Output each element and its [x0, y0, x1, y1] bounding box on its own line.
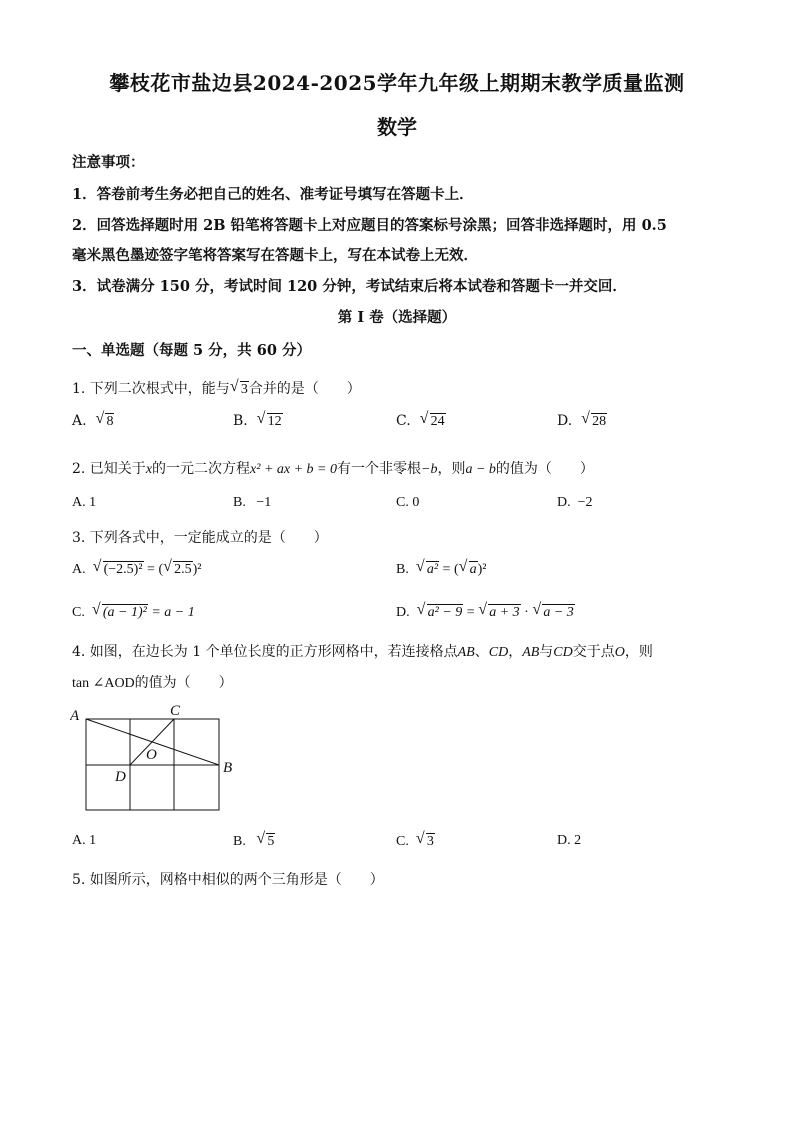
exam-title: 攀枝花市盐边县2024-2025学年九年级上期期末教学质量监测 [109, 71, 685, 95]
q2-option-c[interactable]: C. 0 [396, 495, 420, 510]
q4-option-c[interactable]: C. √ 3 [396, 830, 434, 849]
q2-option-a[interactable]: A. 1 [72, 495, 97, 510]
q1-stem-text-b: 合并的是（ ） [248, 381, 361, 397]
q3-stem: 3. 下列各式中，一定能成立的是（ ） [72, 530, 328, 546]
notice-item-3: 3．试卷满分 150 分，考试时间 120 分钟，考试结束后将本试卷和答题卡一并交回． [72, 278, 627, 295]
q5-stem: 5. 如图所示，网格中相似的两个三角形是（ ） [72, 872, 384, 888]
q3-option-a[interactable]: A. √ (−2.5)² = ( √ 2.5)² [72, 558, 202, 577]
label-c: C [170, 703, 181, 719]
q1-stem-sqrt: √ 3 [229, 378, 248, 397]
q1-stem-text-a: 1. 下列二次根式中，能与 [72, 381, 230, 397]
label-a: A [70, 708, 80, 724]
q2-option-d[interactable]: D. −2 [557, 495, 593, 510]
q4-option-b[interactable]: B. √ 5 [233, 830, 275, 849]
volume-title: 第 I 卷（选择题） [337, 309, 457, 326]
q4-stem-line1: 4. 如图，在边长为 1 个单位长度的正方形网格中，若连接格点AB、CD，AB与CD交于点O，则 [72, 644, 653, 660]
q2-stem: 2. 已知关于x的一元二次方程x² + ax + b = 0有一个非零根−b，则a − b的值为（ ） [72, 461, 594, 477]
q4-option-d[interactable]: D. 2 [557, 833, 582, 848]
q1-option-b[interactable]: B. √ 12 [233, 410, 282, 429]
q2-option-b[interactable]: B. −1 [233, 495, 272, 510]
label-d: D [115, 769, 126, 785]
label-o: O [146, 747, 157, 763]
q3-option-d[interactable]: D. √ a² − 9 = √ a + 3 · √ a − 3 [396, 601, 574, 620]
q4-stem-line2: tan ∠AOD的值为（ ） [72, 675, 233, 691]
q1-stem [72, 378, 361, 398]
q3-option-b[interactable]: B. √ a² = ( √ a)² [396, 558, 487, 577]
q3-option-c[interactable]: C. √ (a − 1)² = a − 1 [72, 601, 195, 620]
notice-item-2-cont: 毫米黑色墨迹签字笔将答案写在答题卡上，写在本试卷上无效． [72, 247, 478, 264]
notice-item-1: 1．答卷前考生务必把自己的姓名、准考证号填写在答题卡上． [72, 186, 474, 203]
section-title: 一、单选题（每题 5 分，共 60 分） [72, 342, 311, 359]
q4-grid-figure [70, 700, 250, 820]
notice-heading: 注意事项： [72, 154, 145, 171]
notice-item-2: 2．回答选择题时用 2B 铅笔将答题卡上对应题目的答案标号涂黑；回答非选择题时，用 0.5 [72, 217, 667, 234]
q1-option-a[interactable]: A. √ 8 [72, 410, 114, 429]
q4-option-a[interactable]: A. 1 [72, 833, 97, 848]
label-b: B [223, 760, 233, 776]
q1-option-d[interactable]: D. √ 28 [557, 410, 607, 429]
q1-option-c[interactable]: C. √ 24 [396, 410, 445, 429]
subject-title: 数学 [377, 115, 417, 139]
